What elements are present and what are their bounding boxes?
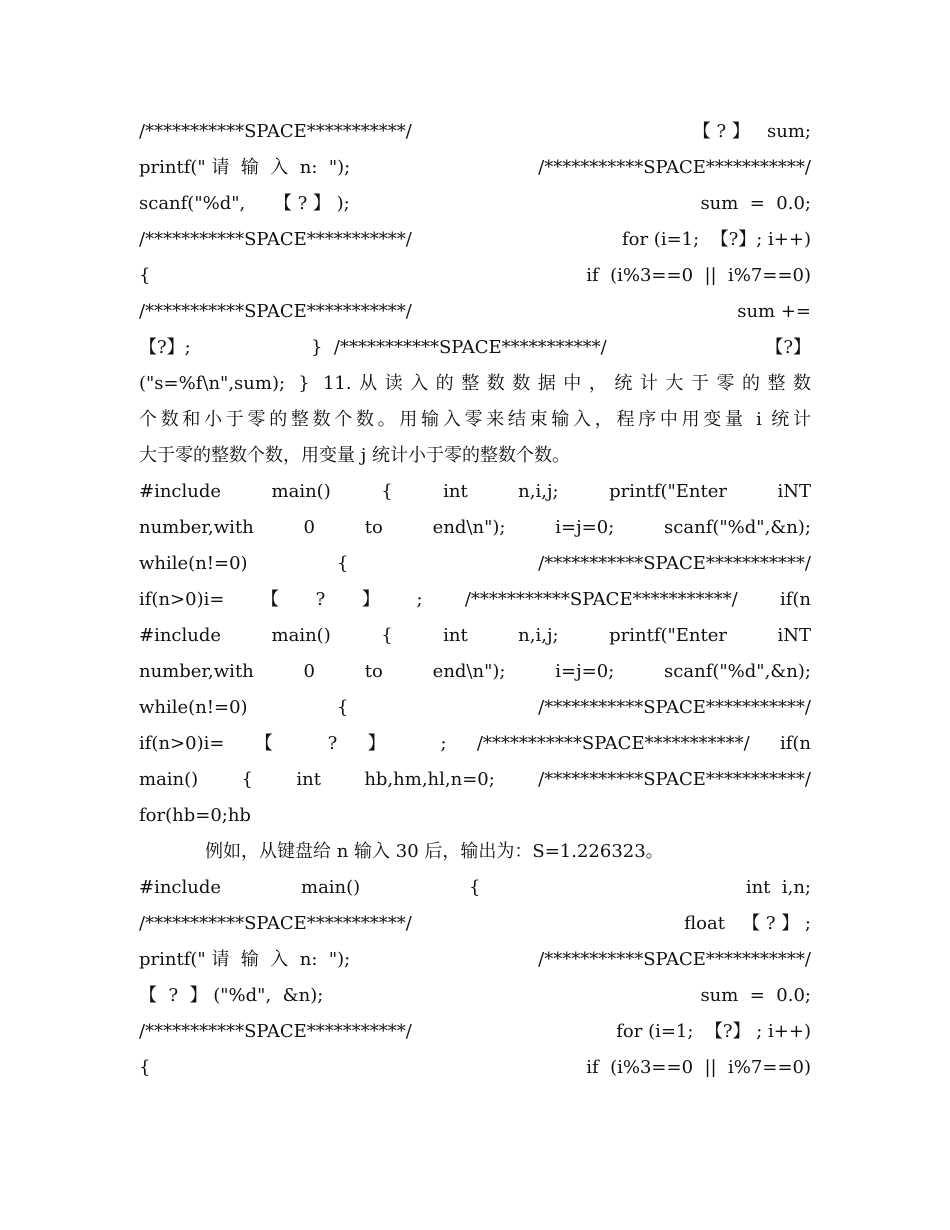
line-left: printf(" 请 输 入 n: "); <box>139 157 351 178</box>
line-middle: { <box>337 553 349 574</box>
text-line <box>139 978 811 1014</box>
line-right: /***********SPACE***********/ <box>538 553 811 574</box>
text-line <box>139 870 811 906</box>
line-left: /***********SPACE***********/ <box>139 1021 412 1042</box>
line-left: printf(" 请 输 入 n: "); <box>139 949 351 970</box>
line-middle: main() <box>301 877 361 898</box>
text-line <box>139 186 811 222</box>
line-right: 【?】 <box>765 337 811 358</box>
text-line <box>139 906 811 942</box>
line-right: for (i=1; 【?】; i++) <box>621 229 811 250</box>
code-line: if(n>0)i= 【 ? 】 ; /***********SPACE***********/ if(n <box>139 733 811 754</box>
line-right: if (i%3==0 || i%7==0) <box>586 1057 811 1078</box>
document-body <box>139 114 811 1086</box>
text-line <box>139 654 811 690</box>
text-line <box>139 798 811 834</box>
line-right: sum += <box>737 301 811 322</box>
text-line <box>139 474 811 510</box>
line-right: int i,n; <box>745 877 811 898</box>
text-line <box>139 150 811 186</box>
line-left: while(n!=0) <box>139 697 248 718</box>
text-line <box>139 618 811 654</box>
code-line: main() { int hb,hm,hl,n=0; /***********SPACE***********/ <box>139 769 811 790</box>
line-left: /***********SPACE***********/ <box>139 229 412 250</box>
line-left: scanf("%d", 【 ? 】 ); <box>139 193 350 214</box>
line-right: float 【 ? 】 ; <box>684 913 811 934</box>
line-left: 【?】; <box>139 337 191 358</box>
line-right: sum = 0.0; <box>700 985 811 1006</box>
text-line <box>139 402 811 438</box>
line-left: /***********SPACE***********/ <box>139 913 412 934</box>
text-line <box>139 510 811 546</box>
text-line <box>139 942 811 978</box>
line-middle: { <box>337 697 349 718</box>
text-line <box>139 690 811 726</box>
line-left: /***********SPACE***********/ <box>139 121 412 142</box>
line-left: /***********SPACE***********/ <box>139 301 412 322</box>
line-right: if (i%3==0 || i%7==0) <box>586 265 811 286</box>
line-left: { <box>139 1057 151 1078</box>
line-middle: } /***********SPACE***********/ <box>311 337 607 358</box>
code-line: #include main() { int n,i,j; printf("Enter iNT <box>139 625 811 646</box>
code-line: for(hb=0;hb <box>139 805 251 826</box>
code-line: #include main() { int n,i,j; printf("Enter iNT <box>139 481 811 502</box>
text-line <box>139 258 811 294</box>
line-right: 【 ? 】 sum; <box>692 121 811 142</box>
text-line <box>139 726 811 762</box>
line-right: /***********SPACE***********/ <box>538 949 811 970</box>
text-line <box>139 834 811 870</box>
text-line <box>139 438 811 474</box>
text-line <box>139 546 811 582</box>
code-line: number,with 0 to end\n"); i=j=0; scanf("%d",&n); <box>139 661 811 682</box>
code-line: if(n>0)i=【?】; /***********SPACE***********/ if(n <box>139 589 811 610</box>
text-line <box>139 1014 811 1050</box>
paragraph-line: ("s=%f\n",sum); } 11.从读入的整数数据中，统计大于零的整数 <box>139 373 811 394</box>
paragraph-line: 大于零的整数个数，用变量 j 统计小于零的整数个数。 <box>139 445 571 466</box>
line-right: sum = 0.0; <box>700 193 811 214</box>
text-line <box>139 582 811 618</box>
line-left: while(n!=0) <box>139 553 248 574</box>
line-middle-2: { <box>469 877 481 898</box>
line-left: { <box>139 265 151 286</box>
line-right: /***********SPACE***********/ <box>538 157 811 178</box>
line-left: 【 ? 】 ("%d", &n); <box>139 985 324 1006</box>
line-right: for (i=1; 【?】 ; i++) <box>616 1021 811 1042</box>
paragraph-line: 例如，从键盘给 n 输入 30 后，输出为：S=1.226323。 <box>205 841 664 862</box>
line-right: /***********SPACE***********/ <box>538 697 811 718</box>
line-left: #include <box>139 877 222 898</box>
text-line <box>139 762 811 798</box>
paragraph-line: 个数和小于零的整数个数。用输入零来结束输入，程序中用变量 i 统计 <box>139 409 811 430</box>
text-line <box>139 1050 811 1086</box>
code-line: number,with 0 to end\n"); i=j=0; scanf("%d",&n); <box>139 517 811 538</box>
text-line <box>139 222 811 258</box>
text-line <box>139 366 811 402</box>
text-line <box>139 330 811 366</box>
text-line <box>139 114 811 150</box>
text-line <box>139 294 811 330</box>
